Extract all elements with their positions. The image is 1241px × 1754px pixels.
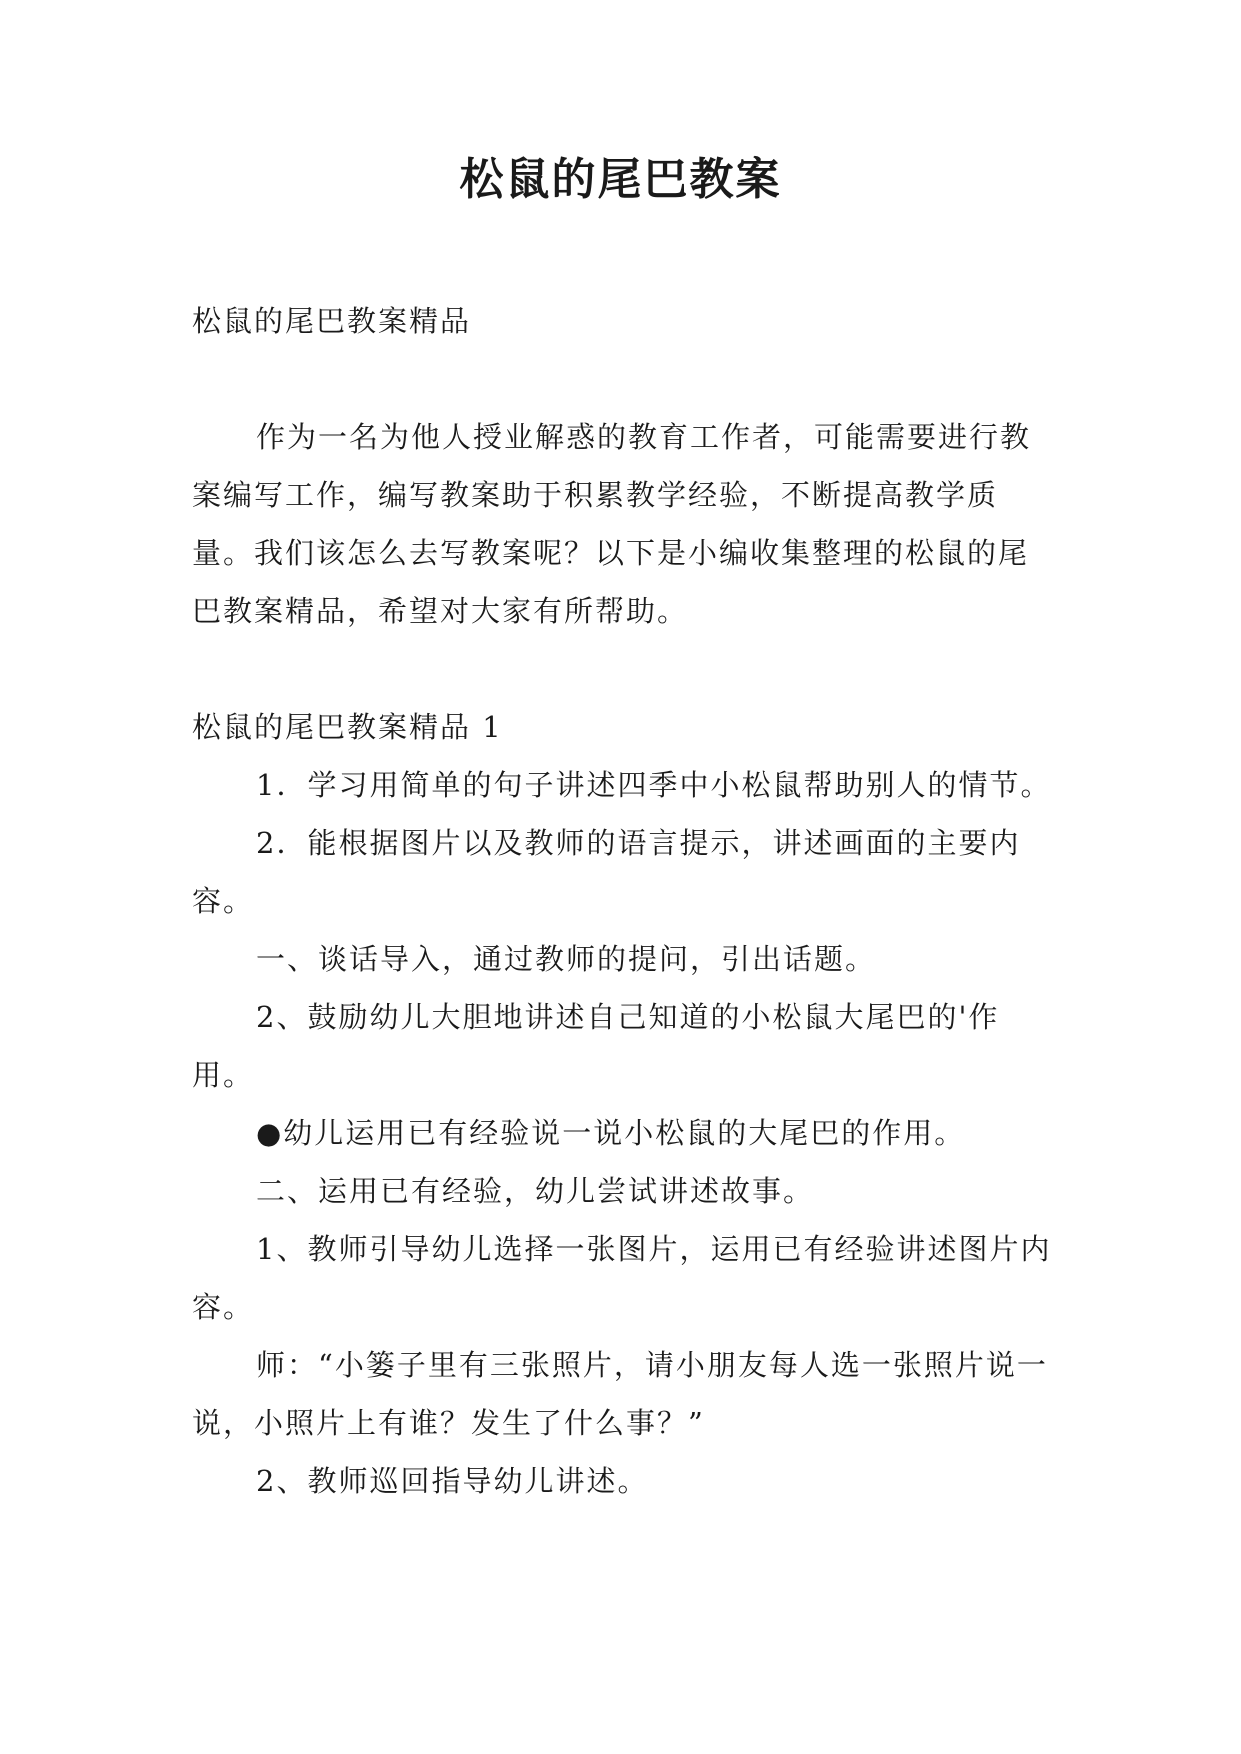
paragraph: 师：“小篓子里有三张照片，请小朋友每人选一张照片说一说，小照片上有谁？发生了什么事？” — [192, 1348, 1048, 1440]
paragraph: 一、谈话导入，通过教师的提问，引出话题。 — [256, 942, 877, 976]
intro-paragraph: 作为一名为他人授业解惑的教育工作者，可能需要进行教案编写工作，编写教案助于积累教学经验，不断提高教学质量。我们该怎么去写教案呢？以下是小编收集整理的松鼠的尾巴教案精品，希望对大家有所帮助。 — [192, 420, 1032, 628]
section-heading: 松鼠的尾巴教案精品 1 — [192, 710, 503, 744]
paragraph: 2．能根据图片以及教师的语言提示，讲述画面的主要内容。 — [192, 826, 1021, 918]
paragraph: 2、鼓励幼儿大胆地讲述自己知道的小松鼠大尾巴的'作用。 — [192, 1000, 1000, 1092]
paragraph: 1、教师引导幼儿选择一张图片，运用已有经验讲述图片内容。 — [192, 1232, 1052, 1324]
bullet-paragraph: ●幼儿运用已有经验说一说小松鼠的大尾巴的作用。 — [256, 1116, 966, 1150]
paragraph: 2、教师巡回指导幼儿讲述。 — [256, 1464, 649, 1498]
document-body — [192, 292, 1052, 1510]
paragraph: 二、运用已有经验，幼儿尝试讲述故事。 — [256, 1174, 815, 1208]
document-subtitle: 松鼠的尾巴教案精品 — [192, 304, 472, 338]
paragraph: 1．学习用简单的句子讲述四季中小松鼠帮助别人的情节。 — [256, 768, 1052, 802]
document-title: 松鼠的尾巴教案 — [459, 154, 782, 205]
